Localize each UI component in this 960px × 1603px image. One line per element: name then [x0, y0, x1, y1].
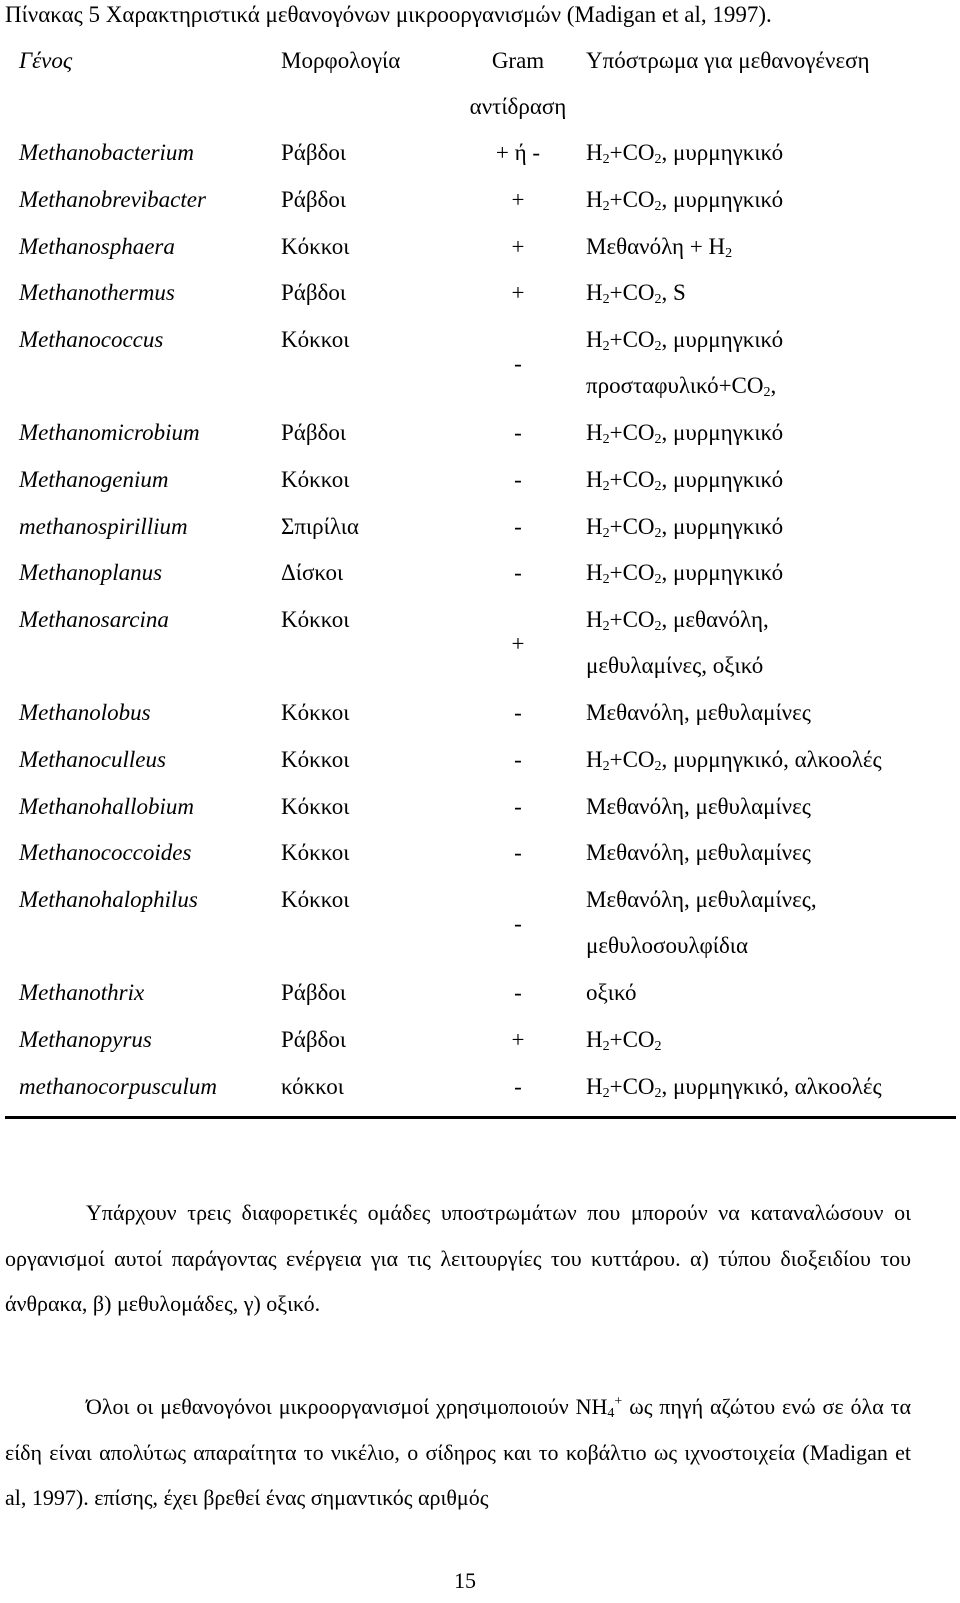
table-row [5, 597, 956, 690]
substrate-line: $H_2+CO_2$, μυρμηγκικό [586, 419, 784, 447]
cell-genus: Methanothermus [19, 280, 175, 306]
cell-gram: - [514, 979, 522, 1005]
table-row [5, 970, 956, 1017]
cell-gram: - [514, 840, 522, 866]
cell-substrate [576, 830, 956, 877]
cell-morphology: Κόκκοι [281, 746, 350, 772]
substrate-line: οξικό [586, 979, 637, 1005]
cell-morphology: Κόκκοι [281, 699, 350, 725]
cell-morphology: Δίσκοι [281, 560, 344, 586]
substrate-line: Μεθανόλη, μεθυλαμίνες [586, 699, 811, 725]
table-row [5, 830, 956, 877]
table-row [5, 1064, 956, 1111]
substrate-line: μεθυλαμίνες, οξικό [586, 653, 764, 679]
substrate-line: $\pi\rho o\sigma\tau\alpha\varphi\upsilon\lambda\iota\kappa ό+CO_2$, [586, 373, 777, 401]
cell-genus: Methanoplanus [19, 560, 163, 586]
table-bottom-rule [5, 1116, 956, 1119]
cell-substrate [576, 457, 956, 504]
substrate-line: Μεθανόλη, μεθυλαμίνες, [586, 887, 817, 913]
paragraph-1-text: Υπάρχουν τρεις διαφορετικές ομάδες υποστρωμάτων που μπορούν να καταναλώσουν οι οργανισμοί αυτοί παράγοντας ενέργεια για τις λειτουργίες του κυττάρου. α) τύπου διοξειδίου του άνθρακα, β) μεθυλομάδες, γ) οξικό. [5, 1200, 911, 1316]
cell-morphology: Ράβδοι [281, 140, 347, 165]
cell-genus: Methanobrevibacter [19, 186, 206, 212]
cell-gram: + ή - [495, 140, 541, 165]
cell-morphology: Ράβδοι [281, 419, 347, 445]
cell-substrate [576, 224, 956, 271]
table-row [5, 504, 956, 551]
cell-substrate [576, 597, 956, 690]
paragraph-substrate-groups [5, 1190, 911, 1327]
substrate-line: μεθυλοσουλφίδια [586, 933, 749, 959]
cell-morphology: Κόκκοι [281, 840, 350, 866]
cell-gram: - [514, 466, 522, 492]
cell-gram: - [514, 699, 522, 725]
paragraph-nitrogen-source [5, 1384, 911, 1521]
table-row [5, 737, 956, 784]
cell-morphology: Ράβδοι [281, 979, 347, 1005]
cell-substrate [576, 1017, 956, 1064]
cell-morphology: Κόκκοι [281, 327, 350, 353]
page-number: 15 [454, 1568, 476, 1593]
cell-substrate [576, 270, 956, 317]
cell-gram: - [514, 793, 522, 819]
cell-genus: Methanococcus [19, 327, 164, 353]
cell-substrate [576, 737, 956, 784]
cell-genus: Methanosphaera [19, 233, 175, 259]
methanogens-table [5, 38, 956, 1110]
cell-genus: Methanobacterium [19, 140, 195, 165]
cell-morphology: κόκκοι [281, 1073, 344, 1099]
substrate-line: Μεθανόλη, μεθυλαμίνες [586, 793, 811, 819]
cell-substrate [576, 317, 956, 410]
table-row [5, 130, 956, 177]
substrate-line: $H_2+CO_2$, μυρμηγκικό, αλκοολές [586, 746, 882, 774]
cell-genus: Methanohalophilus [19, 887, 198, 913]
cell-gram: + [511, 630, 525, 656]
header-genus: Γένος [19, 48, 73, 73]
cell-genus: Methanolobus [19, 699, 151, 725]
cell-substrate [576, 690, 956, 737]
cell-genus: Methanohallobium [19, 793, 195, 819]
cell-genus: Methanomicrobium [19, 419, 200, 445]
substrate-line: $H_2+CO_2$, μυρμηγκικό [586, 560, 784, 588]
cell-genus: Methanococcoides [19, 840, 192, 866]
table-caption: Πίνακας 5 Χαρακτηριστικά μεθανογόνων μικροοργανισμών (Madigan et al, 1997). [5, 2, 772, 27]
cell-gram: - [514, 419, 522, 445]
cell-substrate [576, 550, 956, 597]
header-gram-line1: Gram [491, 48, 545, 73]
cell-morphology: Κόκκοι [281, 466, 350, 492]
table-row [5, 877, 956, 970]
cell-gram: + [511, 233, 525, 259]
cell-genus: methanocorpusculum [19, 1073, 218, 1099]
table-row [5, 177, 956, 224]
table-row [5, 457, 956, 504]
table-row [5, 270, 956, 317]
substrate-line: $H_2+CO_2$, μεθανόλη, [586, 607, 769, 635]
cell-morphology: Ράβδοι [281, 1026, 347, 1052]
table-row [5, 410, 956, 457]
cell-genus: Methanoculleus [19, 746, 166, 772]
header-morphology: Μορφολογία [281, 48, 401, 73]
cell-genus: Methanosarcina [19, 607, 169, 633]
substrate-line: $M\varepsilon\theta\alpha\nu ό\lambda\eta + H_2$ [586, 233, 733, 261]
cell-morphology: Ράβδοι [281, 280, 347, 306]
cell-substrate [576, 130, 956, 177]
cell-gram: - [514, 350, 522, 376]
cell-genus: Methanogenium [19, 466, 169, 492]
cell-genus: Methanothrix [19, 979, 145, 1005]
cell-morphology: Σπιρίλια [281, 513, 359, 539]
substrate-line: $H_2+CO_2$ [586, 1026, 662, 1054]
substrate-line: $H_2+CO_2$, μυρμηγκικό [586, 466, 784, 494]
cell-substrate [576, 784, 956, 831]
cell-gram: + [511, 186, 525, 212]
header-gram-line2: αντίδραση [469, 94, 567, 119]
cell-substrate [576, 1064, 956, 1111]
cell-gram: + [511, 1026, 525, 1052]
substrate-line: $H_2+CO_2$, S [586, 280, 686, 308]
substrate-line: $H_2+CO_2$, μυρμηγκικό [586, 140, 784, 167]
cell-gram: - [514, 1073, 522, 1099]
cell-substrate [576, 177, 956, 224]
cell-gram: - [514, 746, 522, 772]
cell-morphology: Κόκκοι [281, 233, 350, 259]
table-row [5, 550, 956, 597]
table-row [5, 784, 956, 831]
cell-morphology: Ράβδοι [281, 186, 347, 212]
cell-substrate [576, 877, 956, 970]
header-gram [460, 38, 576, 130]
substrate-line: $H_2+CO_2$, μυρμηγκικό [586, 513, 784, 541]
table-body [5, 130, 956, 1110]
table-row [5, 224, 956, 271]
cell-morphology: Κόκκοι [281, 887, 350, 913]
cell-substrate [576, 504, 956, 551]
cell-gram: - [514, 910, 522, 936]
table-row [5, 1017, 956, 1064]
substrate-line: $H_2+CO_2$, μυρμηγκικό [586, 186, 784, 214]
paragraph-2-text: Όλοι οι μεθανογόνοι μικροοργανισμοί χρησιμοποιούν $NH_4^+$ ως πηγή αζώτου ενώ σε όλα τα είδη είναι απολύτως απαραίτητα το νικέλιο, ο σίδηρος και το κοβάλτιο ως ιχνοστοιχεία (Madigan et al, 1997). επίσης, έχει βρεθεί ένας σημαντικός αριθμός [5, 1394, 911, 1510]
cell-genus: Methanopyrus [19, 1026, 152, 1052]
table-row [5, 690, 956, 737]
substrate-line: $H_2+CO_2$, μυρμηγκικό, αλκοολές [586, 1073, 882, 1101]
cell-substrate [576, 410, 956, 457]
substrate-line: Μεθανόλη, μεθυλαμίνες [586, 840, 811, 866]
cell-gram: - [514, 513, 522, 539]
header-substrate: Υπόστρωμα για μεθανογένεση [586, 48, 870, 73]
cell-gram: - [514, 560, 522, 586]
cell-morphology: Κόκκοι [281, 607, 350, 633]
table-row [5, 317, 956, 410]
cell-morphology: Κόκκοι [281, 793, 350, 819]
cell-gram: + [511, 280, 525, 306]
substrate-line: $H_2+CO_2$, μυρμηγκικό [586, 327, 784, 355]
cell-genus: methanospirillium [19, 513, 188, 539]
table-header-row [5, 38, 956, 130]
cell-substrate [576, 970, 956, 1017]
